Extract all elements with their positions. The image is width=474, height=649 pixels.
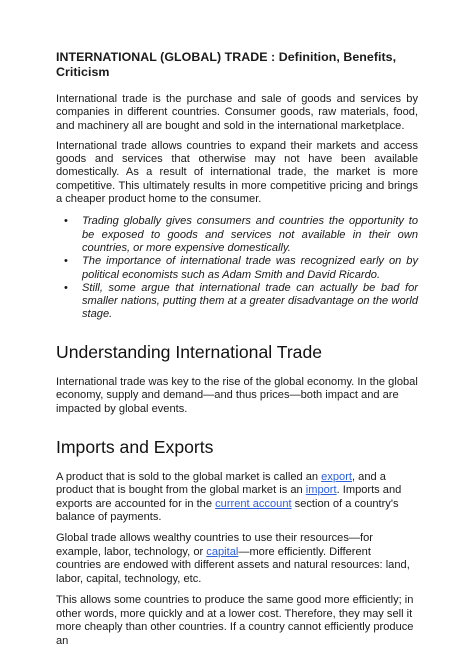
imports-paragraph-2 [56,532,418,586]
imports-paragraph-3: This allows some countries to produce the same good more efficiently; in other words, more quickly and at a lower cost. Therefore, they may sell it more cheaply than other countries. If a country cannot efficiently produce an [56,594,414,648]
capital-link[interactable]: capital [206,545,239,558]
understanding-paragraph: International trade was key to the rise of the global economy. In the global economy, supply and demand—and thus prices—both impact and are impacted by global events. [56,375,418,415]
text-run: Global trade allows wealthy countries to use their resources—for example, labor, technology, or [56,531,373,558]
section-heading-understanding: Understanding International Trade [56,341,323,362]
document-title: INTERNATIONAL (GLOBAL) TRADE : Definition, Benefits, Criticism [56,50,397,79]
key-points-list [56,215,418,321]
export-link[interactable]: export [321,470,353,483]
list-item-text: The importance of international trade was recognized early on by political economists such as Adam Smith and David Ricardo. [82,255,418,281]
text-run: . Imports and exports are accounted for in the [56,484,402,510]
section-heading-imports-exports: Imports and Exports [56,436,214,457]
intro-paragraph-2: International trade allows countries to expand their markets and access goods and services that otherwise may not have been available domestically. As a result of international trade, the market is more competitive. This ultimately results in more competitive pricing and brings a cheaper product home to the consumer. [56,139,418,206]
bullet-icon: • [64,281,68,294]
list-item [56,282,418,322]
imports-paragraph-1 [56,471,418,525]
text-run: —more efficiently. Different countries are endowed with different assets and natural resources: land, labor, capital, technology, etc. [56,545,410,585]
bullet-icon: • [64,255,68,268]
text-run: section of a country's balance of payments. [56,497,399,524]
bullet-icon: • [64,215,68,228]
intro-paragraph-1: International trade is the purchase and sale of goods and services by companies in different countries. Consumer goods, raw materials, food, and machinery all are bought and sold in the international marketplace. [56,93,418,132]
list-item [56,255,418,282]
list-item [56,215,418,255]
list-item-text: Trading globally gives consumers and countries the opportunity to be exposed to goods and services not available in their own countries, or more expensive domestically. [82,215,418,254]
text-run: A product that is sold to the global market is called an [56,470,322,483]
section-imports-exports [56,437,418,649]
section-understanding [56,342,418,417]
text-run: , and a product that is bought from the global market is an [56,470,386,497]
current-account-link[interactable]: current account [215,497,292,510]
import-link[interactable]: import [305,484,337,497]
list-item-text: Still, some argue that international trade can actually be bad for smaller nations, putting them at a greater disadvantage on the world stage. [82,281,418,321]
